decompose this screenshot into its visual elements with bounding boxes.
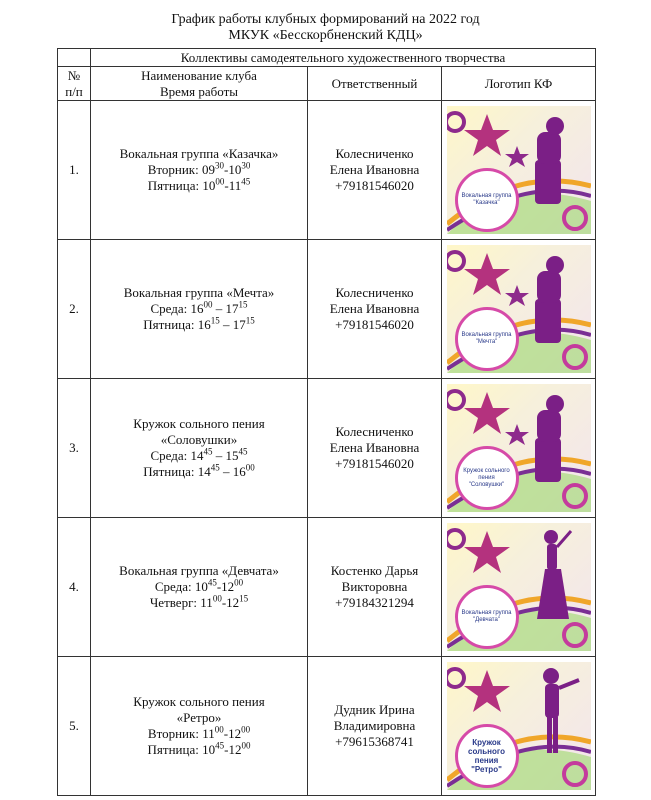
circle-decor-icon — [447, 669, 464, 687]
club-cell — [91, 101, 308, 240]
row-number: 2. — [58, 240, 91, 379]
star-icon — [505, 285, 529, 306]
schedule-line: Вторник: $09^{30}-10^{30}$ — [147, 160, 251, 177]
responsible-surname: Колесниченко — [335, 285, 414, 300]
header-number-line2: п/п — [65, 83, 83, 99]
schedule-line: Четверг: $11^{00}-12^{15}$ — [149, 593, 249, 610]
club-name: Вокальная группа «Девчата» — [119, 563, 279, 578]
star-icon — [464, 670, 510, 712]
logo-cell — [442, 379, 596, 518]
logo-text: Вокальная группа — [461, 332, 512, 338]
raised-fist-microphone-icon — [535, 256, 564, 343]
responsible-surname: Колесниченко — [335, 146, 414, 161]
logo-text: "Ретро" — [471, 765, 502, 774]
logo-text: "Казачка" — [473, 200, 500, 206]
schedule-table — [57, 48, 596, 796]
table-row — [58, 101, 596, 240]
responsible-surname: Колесниченко — [335, 424, 414, 439]
responsible-cell — [308, 240, 442, 379]
table-row — [58, 379, 596, 518]
table-row — [58, 657, 596, 796]
phone-number: +79181546020 — [335, 178, 414, 193]
row-number: 3. — [58, 379, 91, 518]
schedule-line: Пятница: $10^{45}-12^{00}$ — [147, 740, 251, 757]
responsible-cell — [308, 518, 442, 657]
responsible-name: Елена Ивановна — [329, 162, 420, 177]
club-logo — [447, 662, 591, 790]
logo-cell — [442, 240, 596, 379]
logo-text: "Мечта" — [475, 339, 498, 345]
club-name: Кружок сольного пения — [133, 694, 265, 709]
responsible-surname: Костенко Дарья — [330, 563, 419, 578]
logo-text: Вокальная группа — [461, 610, 512, 616]
circle-decor-icon — [447, 252, 464, 270]
responsible-name: Елена Ивановна — [329, 301, 420, 316]
responsible-cell — [308, 379, 442, 518]
schedule-line: Пятница: $14^{45} - 16^{00}$ — [143, 462, 255, 479]
logo-text: Кружок сольного пения — [468, 738, 505, 765]
female-singer-silhouette-icon — [537, 530, 571, 619]
raised-fist-microphone-icon — [535, 117, 564, 204]
club-logo — [447, 523, 591, 651]
club-cell — [91, 240, 308, 379]
section-header: Коллективы самодеятельного художественного творчества — [91, 49, 596, 67]
logo-cell — [442, 518, 596, 657]
organization-name: МКУК «Бесскорбненский КДЦ» — [228, 28, 423, 43]
header-number-line1: № — [67, 67, 81, 83]
responsible-cell — [308, 657, 442, 796]
table-row — [58, 518, 596, 657]
circle-decor-icon — [447, 113, 464, 131]
schedule-line: Пятница: $10^{00}-11^{45}$ — [147, 176, 251, 193]
logo-badge — [455, 585, 519, 649]
raised-fist-microphone-icon — [535, 395, 564, 482]
schedule-line: Среда: $16^{00} - 17^{15}$ — [150, 299, 248, 316]
logo-text: Кружок сольного пения — [463, 467, 510, 481]
club-name: Вокальная группа «Казачка» — [119, 146, 279, 161]
club-logo — [447, 384, 591, 512]
header-logo: Логотип КФ — [442, 67, 596, 101]
logo-cell — [442, 657, 596, 796]
star-icon — [505, 146, 529, 167]
header-name-line2: Время работы — [159, 83, 239, 99]
responsible-name: Владимировна — [333, 718, 416, 733]
document-title: График работы клубных формирований на 2022 год — [171, 12, 480, 27]
phone-number: +79184321294 — [335, 595, 414, 610]
responsible-name: Викторовна — [341, 579, 408, 594]
club-logo — [447, 245, 591, 373]
column-header-row — [58, 67, 596, 101]
club-name: «Ретро» — [176, 710, 222, 725]
schedule-line: Пятница: $16^{15} - 17^{15}$ — [143, 315, 255, 332]
logo-badge — [455, 168, 519, 232]
star-icon — [464, 253, 510, 295]
header-responsible: Ответственный — [308, 67, 442, 101]
header-name-line1: Наименование клуба — [141, 67, 257, 83]
responsible-cell — [308, 101, 442, 240]
club-cell — [91, 518, 308, 657]
club-cell — [91, 379, 308, 518]
logo-badge — [455, 724, 519, 788]
responsible-surname: Дудник Ирина — [334, 702, 415, 717]
header-name — [91, 67, 308, 101]
logo-badge — [455, 307, 519, 371]
star-icon — [464, 531, 510, 573]
phone-number: +79615368741 — [335, 734, 414, 749]
phone-number: +79181546020 — [335, 317, 414, 332]
row-number: 1. — [58, 101, 91, 240]
logo-text: Вокальная группа — [461, 193, 512, 199]
logo-cell — [442, 101, 596, 240]
logo-text: "Соловушки" — [468, 481, 505, 488]
header-number — [58, 67, 91, 101]
club-name: Вокальная группа «Мечта» — [123, 285, 275, 300]
table-row — [58, 240, 596, 379]
star-icon — [505, 424, 529, 445]
schedule-line: Среда: $14^{45} - 15^{45}$ — [150, 446, 248, 463]
row-number: 4. — [58, 518, 91, 657]
phone-number: +79181546020 — [335, 456, 414, 471]
star-icon — [464, 114, 510, 156]
schedule-line: Вторник: $11^{00}-12^{00}$ — [147, 724, 251, 741]
circle-decor-icon — [447, 530, 464, 548]
section-header-row — [58, 49, 596, 67]
club-cell — [91, 657, 308, 796]
club-logo — [447, 106, 591, 234]
club-name: «Соловушки» — [160, 432, 238, 447]
circle-decor-icon — [447, 391, 464, 409]
row-number: 5. — [58, 657, 91, 796]
club-name: Кружок сольного пения — [133, 416, 265, 431]
schedule-line: Среда: $10^{45}-12^{00}$ — [154, 577, 244, 594]
responsible-name: Елена Ивановна — [329, 440, 420, 455]
section-empty-cell — [58, 49, 91, 67]
logo-text: "Девчата" — [473, 617, 500, 623]
star-icon — [464, 392, 510, 434]
logo-badge — [455, 446, 519, 510]
